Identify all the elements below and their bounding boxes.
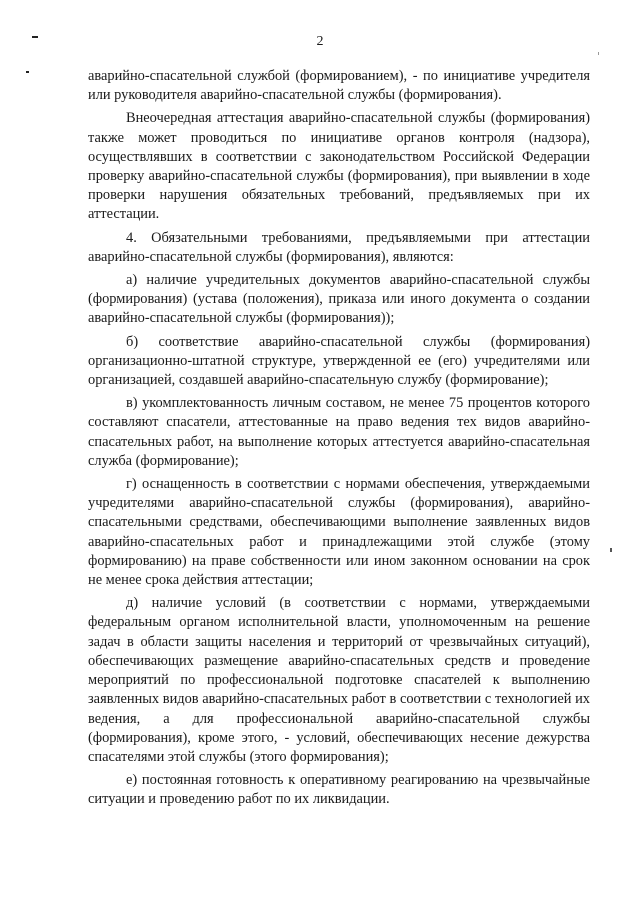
- paragraph-extraordinary-attestation: Внеочередная аттестация аварийно-спасательной службы (формирования) также может проводиться по инициативе органов контроля (надзора), осуществлявших в соответствии с законодательством Российской Федерации проверку аварийно-спасательной службы (формирования), при выявлении в ходе проверки нарушения обязательных требований, предъявляемых при их аттестации.: [88, 110, 590, 223]
- scan-artifact: [26, 71, 29, 73]
- scan-artifact: [610, 548, 612, 552]
- paragraph-subitem-a: а) наличие учредительных документов аварийно-спасательной службы (формирования) (устава (положения), приказа или иного документа о создании аварийно-спасательной службы (формирования));: [88, 272, 590, 327]
- paragraph-continuation: аварийно-спасательной службой (формированием), - по инициативе учредителя или руководителя аварийно-спасательной службы (формирования).: [88, 68, 590, 104]
- paragraph-subitem-v: в) укомплектованность личным составом, не менее 75 процентов которого составляют спасатели, аттестованные на право ведения тех видов аварийно-спасательных работ, на выполнение которых аттестуется аварийно-спасательная служба (формирование);: [88, 395, 590, 469]
- page-number: 2: [316, 34, 324, 49]
- paragraph-item-4: 4. Обязательными требованиями, предъявляемыми при аттестации аварийно-спасательной службы (формирования), являются:: [88, 229, 590, 265]
- document-body: [88, 67, 590, 814]
- scan-artifact: [598, 52, 599, 55]
- paragraph-subitem-e: е) постоянная готовность к оперативному реагированию на чрезвычайные ситуации и проведению работ по их ликвидации.: [88, 772, 590, 808]
- paragraph-subitem-d: д) наличие условий (в соответствии с нормами, утверждаемыми федеральным органом исполнительной власти, уполномоченным на решение задач в области защиты населения и территорий от чрезвычайных ситуаций), обеспечивающих размещение аварийно-спасательных средств и проведение мероприятий по профессиональной подготовке спасателей к выполнению заявленных видов аварийно-спасательных работ в соответствии с технологией их ведения, а для профессиональной аварийно-спасательной службы (формирования), кроме этого, - условий, обеспечивающих несение дежурства спасателями этой службы (этого формирования);: [88, 595, 590, 765]
- paragraph-subitem-g: г) оснащенность в соответствии с нормами обеспечения, утверждаемыми учредителями аварийно-спасательной службы (формирования), аварийно-спасательными средствами, обеспечивающими выполнение заявленных видов аварийно-спасательных работ и принадлежащими этой службе (этому формированию) на праве собственности или ином законном основании на срок не менее срока действия аттестации;: [88, 476, 590, 589]
- paragraph-subitem-b: б) соответствие аварийно-спасательной службы (формирования) организационно-штатной структуре, утвержденной ее (его) учредителями или организацией, создавшей аварийно-спасательную службу (формирование);: [88, 333, 590, 389]
